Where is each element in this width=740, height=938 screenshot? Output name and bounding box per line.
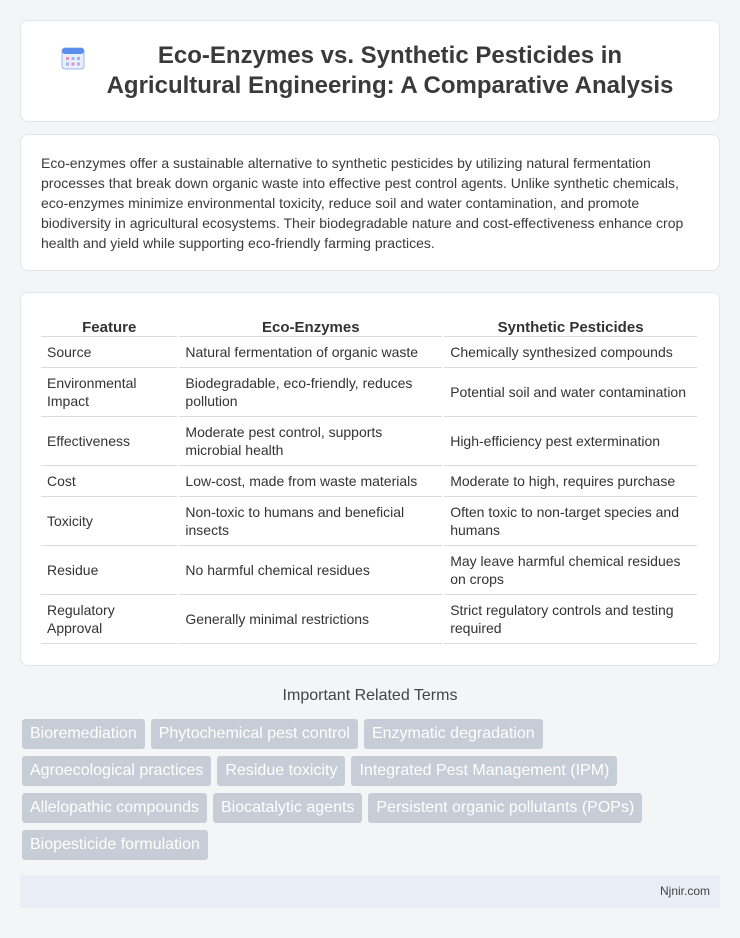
calendar-grid-icon xyxy=(60,45,86,71)
related-term-tag[interactable]: Enzymatic degradation xyxy=(364,719,543,749)
row-eco-value: Low-cost, made from waste materials xyxy=(179,466,442,497)
footer xyxy=(20,875,720,908)
comparison-card xyxy=(20,292,720,666)
row-feature: Cost xyxy=(41,466,177,497)
footer-site-link[interactable]: Njnir.com xyxy=(659,884,710,898)
related-term-tag[interactable]: Allelopathic compounds xyxy=(22,793,207,823)
row-synthetic-value: Potential soil and water contamination xyxy=(444,368,697,417)
row-synthetic-value: Chemically synthesized compounds xyxy=(444,337,697,368)
row-eco-value: Biodegradable, eco-friendly, reduces pollution xyxy=(179,368,442,417)
related-terms-list xyxy=(22,719,722,860)
title-card xyxy=(20,20,720,122)
related-term-tag[interactable]: Agroecological practices xyxy=(22,756,211,786)
related-term-tag[interactable]: Phytochemical pest control xyxy=(151,719,358,749)
row-eco-value: Generally minimal restrictions xyxy=(179,595,442,644)
header-synthetic-pesticides: Synthetic Pesticides xyxy=(444,315,697,337)
table-row xyxy=(41,546,697,595)
related-term-tag[interactable]: Bioremediation xyxy=(22,719,145,749)
row-feature: Environmental Impact xyxy=(41,368,177,417)
summary-card xyxy=(20,134,720,271)
table-row xyxy=(41,417,697,466)
row-eco-value: Non-toxic to humans and beneficial insects xyxy=(179,497,442,546)
related-terms-heading: Important Related Terms xyxy=(282,687,458,704)
title-wrap xyxy=(60,41,680,101)
table-row xyxy=(41,497,697,546)
row-eco-value: No harmful chemical residues xyxy=(179,546,442,595)
row-synthetic-value: May leave harmful chemical residues on crops xyxy=(444,546,697,595)
related-term-tag[interactable]: Biocatalytic agents xyxy=(213,793,362,823)
table-header-row xyxy=(41,315,697,337)
row-synthetic-value: Strict regulatory controls and testing required xyxy=(444,595,697,644)
row-feature: Toxicity xyxy=(41,497,177,546)
page-title: Eco-Enzymes vs. Synthetic Pesticides in Agricultural Engineering: A Comparative Analysis xyxy=(106,42,674,99)
row-feature: Regulatory Approval xyxy=(41,595,177,644)
row-feature: Effectiveness xyxy=(41,417,177,466)
table-row xyxy=(41,466,697,497)
related-term-tag[interactable]: Integrated Pest Management (IPM) xyxy=(351,756,617,786)
table-row xyxy=(41,368,697,417)
row-feature: Residue xyxy=(41,546,177,595)
row-synthetic-value: High-efficiency pest extermination xyxy=(444,417,697,466)
row-synthetic-value: Moderate to high, requires purchase xyxy=(444,466,697,497)
related-term-tag[interactable]: Persistent organic pollutants (POPs) xyxy=(368,793,642,823)
related-term-tag[interactable]: Biopesticide formulation xyxy=(22,830,208,860)
row-eco-value: Natural fermentation of organic waste xyxy=(179,337,442,368)
table-row xyxy=(41,337,697,368)
related-term-tag[interactable]: Residue toxicity xyxy=(217,756,345,786)
summary-paragraph: Eco-enzymes offer a sustainable alternative to synthetic pesticides by utilizing natural fermentation processes that break down organic waste into effective pest control agents. Unlike synthetic chemicals, eco-enzymes minimize environmental toxicity, reduce soil and water contamination, and promote biodiversity in agricultural ecosystems. Their biodegradable nature and cost-effectiveness enhance crop health and yield while supporting eco-friendly farming practices. xyxy=(41,155,684,251)
row-eco-value: Moderate pest control, supports microbial health xyxy=(179,417,442,466)
row-synthetic-value: Often toxic to non-target species and humans xyxy=(444,497,697,546)
row-feature: Source xyxy=(41,337,177,368)
comparison-table xyxy=(39,315,699,644)
header-feature: Feature xyxy=(41,315,177,337)
header-eco-enzymes: Eco-Enzymes xyxy=(179,315,442,337)
table-row xyxy=(41,595,697,644)
